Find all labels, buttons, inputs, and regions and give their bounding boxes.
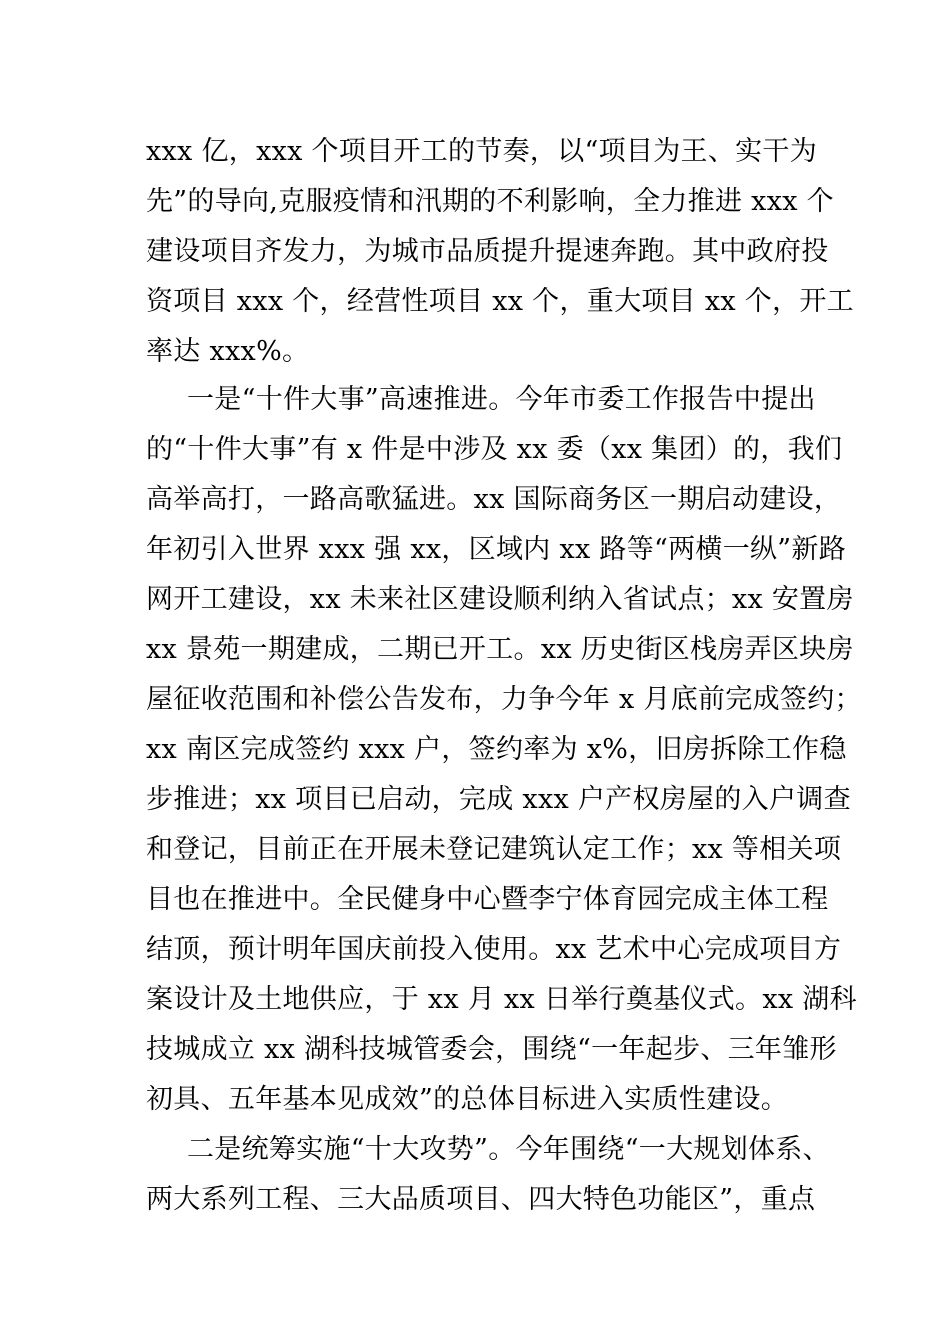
text-line: 的“十件大事”有 x 件是中涉及 xx 委（xx 集团）的，我们	[146, 434, 843, 465]
paragraph-first-line: 二是统筹实施“十大攻势”。今年围绕“一大规划体系、	[187, 1134, 830, 1165]
text-line: 建设项目齐发力，为城市品质提升提速奔跑。其中政府投	[146, 236, 829, 267]
text-line: 案设计及土地供应，于 xx 月 xx 日举行奠基仪式。xx 湖科	[146, 984, 857, 1015]
text-line: 资项目 xxx 个，经营性项目 xx 个，重大项目 xx 个，开工	[146, 286, 854, 317]
text-line: 高举高打，一路高歌猛进。xx 国际商务区一期启动建设，	[146, 484, 842, 515]
text-line: 先”的导向,克服疫情和汛期的不利影响，全力推进 xxx 个	[146, 186, 834, 217]
text-line: 技城成立 xx 湖科技城管委会，围绕“一年起步、三年雏形	[146, 1034, 837, 1065]
text-line: 和登记，目前正在开展未登记建筑认定工作；xx 等相关项	[146, 834, 842, 865]
text-line: 率达 xxx%。	[146, 336, 310, 367]
text-line: 年初引入世界 xxx 强 xx，区域内 xx 路等“两横一纵”新路	[146, 534, 847, 565]
text-line: xx 景苑一期建成，二期已开工。xx 历史街区栈房弄区块房	[146, 634, 854, 665]
text-line: 目也在推进中。全民健身中心暨李宁体育园完成主体工程	[146, 884, 829, 915]
text-line: 初具、五年基本见成效”的总体目标进入实质性建设。	[146, 1084, 789, 1115]
text-line: xxx 亿，xxx 个项目开工的节奏，以“项目为王、实干为	[146, 136, 818, 167]
text-line: 步推进；xx 项目已启动，完成 xxx 户产权房屋的入户调查	[146, 784, 851, 815]
text-line: 屋征收范围和补偿公告发布，力争今年 x 月底前完成签约；	[146, 684, 862, 715]
text-line: 两大系列工程、三大品质项目、四大特色功能区”，重点	[146, 1184, 816, 1215]
paragraph-first-line: 一是“十件大事”高速推进。今年市委工作报告中提出	[187, 384, 816, 415]
text-line: 网开工建设，xx 未来社区建设顺利纳入省试点；xx 安置房	[146, 584, 854, 615]
text-line: 结顶，预计明年国庆前投入使用。xx 艺术中心完成项目方	[146, 934, 842, 965]
text-line: xx 南区完成签约 xxx 户，签约率为 x%，旧房拆除工作稳	[146, 734, 847, 765]
